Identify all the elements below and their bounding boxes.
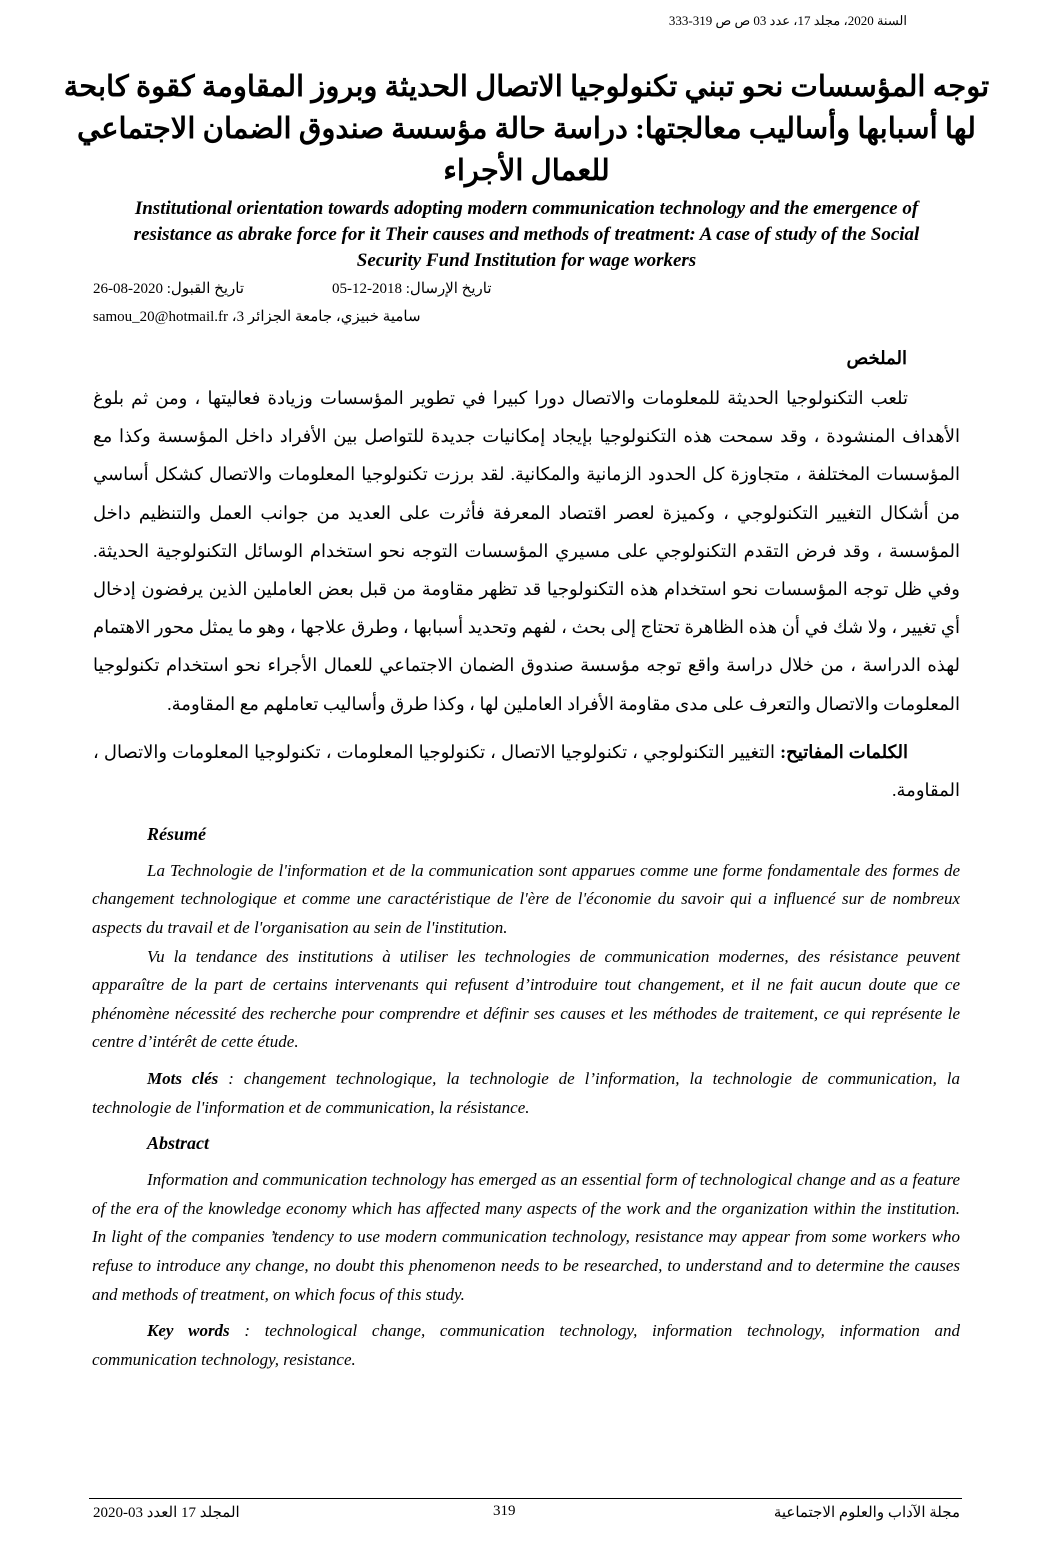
footer-issue: المجلد 17 العدد 03-2020: [93, 1505, 240, 1521]
french-abstract-heading: Résumé: [147, 823, 207, 844]
footer-divider: [89, 1498, 962, 1499]
dates: [93, 278, 960, 300]
author-email[interactable]: samou_20@hotmail.fr: [93, 309, 229, 325]
arabic-abstract-body: تلعب التكنولوجيا الحديثة للمعلومات والاتصال دورا كبيرا في تطوير المؤسسات وزيادة فعاليتها ، ومن ثم بلوغ الأهداف المنشودة ، وقد سمحت هذه التكنولوجيا بإيجاد إمكانيات جديدة للتواصل بين الأفراد داخل المؤسسة وكذا مع المؤسسات المختلفة ، متجاوزة كل الحدود الزمانية والمكانية. لقد برزت تكنولوجيا المعلومات والاتصال كشكل أساسي من أشكال التغيير التكنولوجي ، وكميزة لعصر اقتصاد المعرفة فأثرت على العديد من جوانب العمل والتنظيم داخل المؤسسة ، وقد فرض التقدم التكنولوجي على مسيري المؤسسات التوجه نحو استخدام الوسائل التكنولوجية الحديثة. وفي ظل توجه المؤسسات نحو استخدام هذه التكنولوجيا قد تظهر مقاومة من قبل بعض العاملين الذين يرفضون إدخال أي تغيير ، ولا شك في أن هذه الظاهرة تحتاج إلى بحث ، لفهم وتحديد أسبابها ، وطرق علاجها ، وهو ما يمثل محور الاهتمام لهذه الدراسة ، من خلال دراسة واقع توجه مؤسسة صندوق الضمان الاجتماعي للعمال الأجراء نحو استخدام تكنولوجيا المعلومات والاتصال والتعرف على مدى مقاومة الأفراد العاملين لها ، وكذا طرق وأساليب تعاملهم مع المقاومة.: [93, 388, 960, 714]
arabic-abstract-heading: الملخص: [846, 348, 907, 368]
english-keywords: [92, 1317, 960, 1374]
footer: [93, 1503, 960, 1525]
acceptance-date: تاريخ القبول: 2020-08-26: [93, 281, 245, 297]
author-name: سامية خبيزي، جامعة الجزائر 3،: [231, 309, 421, 325]
french-keywords-label: Mots clés: [147, 1068, 219, 1088]
english-abstract-body: [92, 1166, 960, 1309]
french-paragraph-1: La Technologie de l'information et de la communication sont apparues comme une forme fondamentale des formes de changement technologique et comme une caractéristique de l'ère de l'économie du savoir qui a influencé sur de nombreux aspects du travail et de l'organisation au sein de l'institution.: [92, 860, 960, 938]
submission-date: تاريخ الإرسال: 2018-12-05: [332, 281, 492, 297]
author-line: [93, 306, 960, 328]
french-paragraph-2: Vu la tendance des institutions à utiliser les technologies de communication modernes, des résistance peuvent apparaître de la part de certains intervenants qui refusent d’introduire tout changement, et il ne fait aucun doute que ce phénomène nécessité des recherche pour comprendre et définir ses causes et les méthodes de traitement, ce qui représente le centre d’intérêt de cette étude.: [92, 946, 960, 1052]
arabic-keywords-label: الكلمات المفاتيح:: [780, 741, 908, 762]
running-header: السنة 2020، مجلد 17، عدد 03 ص ص 319-333: [668, 13, 907, 28]
arabic-title: توجه المؤسسات نحو تبني تكنولوجيا الاتصال الحديثة وبروز المقاومة كقوة كابحة لها أسبابها وأساليب معالجتها: دراسة حالة مؤسسة صندوق الضمان الاجتماعي للعمال الأجراء: [63, 71, 990, 187]
page-content: [63, 12, 990, 1374]
footer-journal: مجلة الآداب والعلوم الاجتماعية: [773, 1505, 960, 1521]
english-paragraph: Information and communication technology has emerged as an essential form of technological change and as a feature of the era of the knowledge economy which has affected many aspects of the work and the organization within the institution. In light of the companies ’tendency to use modern communication technology, resistance may appear from some workers who refuse to introduce any change, no doubt this phenomenon needs to be researched, to understand and to determine the causes and methods of treatment, on which focus of this study.: [92, 1170, 960, 1304]
french-keywords-text: : changement technologique, la technologie de l’information, la technologie de communication, la technologie de l'information et de communication, la résistance.: [92, 1068, 960, 1117]
page-number: 319: [493, 1503, 516, 1519]
english-title: Institutional orientation towards adopting modern communication technology and the emergence of resistance as abrake force for it Their causes and methods of treatment: A case of study of the Social Security Fund Institution for wage workers: [133, 198, 920, 271]
english-abstract-heading: Abstract: [147, 1133, 210, 1154]
english-keywords-label: Key words: [147, 1321, 230, 1341]
french-abstract-body: [92, 857, 960, 1057]
french-keywords: [92, 1065, 960, 1122]
arabic-keywords-text: التغيير التكنولوجي ، تكنولوجيا الاتصال ، تكنولوجيا المعلومات ، تكنولوجيا المعلومات والاتصال ، المقاومة.: [93, 741, 960, 800]
arabic-keywords: [93, 733, 960, 809]
english-keywords-text: : technological change, communication technology, information technology, information and communication technology, resistance.: [92, 1321, 960, 1369]
